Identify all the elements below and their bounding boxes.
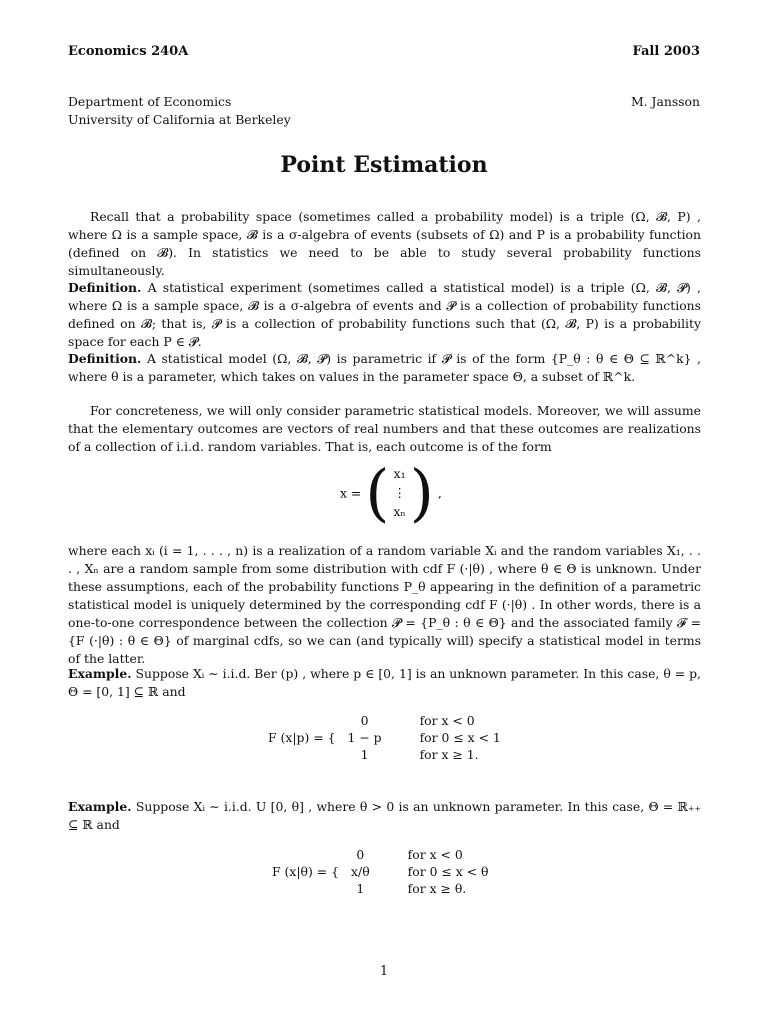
right-paren: ) — [409, 456, 434, 529]
cdf-value: 1 — [356, 881, 365, 896]
outcome-vector — [340, 456, 442, 529]
course-name: Economics 240A — [68, 44, 189, 59]
cdf-value: x/θ — [351, 864, 370, 879]
random-sample-paragraph: where each xᵢ (i = 1, . . . , n) is a realization of a random variable Xᵢ and the random variables X₁, . . . , Xₙ are a random sample from some distribution with cdf F (·|θ) , where θ ∈ Θ is unknown. Under these assumptions, each of the probability functions P_θ appearing in the definition of a parametric statistical model is uniquely determined by the corresponding cdf F (·|θ) . In other words, there is a one-to-one correspondence between the collection 𝓟 = {P_θ : θ ∈ Θ} and the associated family 𝓕 = {F (·|θ) : θ ∈ Θ} of marginal cdfs, so we can (and typically will) specify a statistical model in terms of the latter. — [68, 543, 701, 666]
concreteness-paragraph: For concreteness, we will only consider parametric statistical models. Moreover, we will assume that the elementary outcomes are vectors of real numbers and that these outcomes are realizations of a collection of i.i.d. random variables. That is, each outcome is of the form — [68, 403, 701, 454]
cdf-condition: for x ≥ θ. — [407, 881, 467, 896]
cdf-condition: for x < 0 — [419, 713, 475, 728]
vector-lhs: x = — [340, 485, 362, 501]
example-text: Suppose Xᵢ ∼ i.i.d. U [0, θ] , where θ > 0 is an unknown parameter. In this case, Θ = ℝ₊₊ ⊆ ℝ and — [68, 799, 701, 832]
example-label: Example. — [68, 799, 132, 814]
vector-trail: , — [437, 485, 442, 501]
cdf-lhs: F (x|p) = — [268, 730, 324, 745]
term: Fall 2003 — [632, 44, 700, 59]
cdf-condition: for 0 ≤ x < θ — [407, 864, 489, 879]
cdf-value: 0 — [360, 713, 369, 728]
cdf-lhs: F (x|θ) = — [272, 864, 328, 879]
definition-text: A statistical model (Ω, 𝓑, 𝓟) is parametric if 𝓟 is of the form {P_θ : θ ∈ Θ ⊆ ℝ^k} , where θ is a parameter, which takes on values in the parameter space Θ, a subset of ℝ^k. — [68, 351, 701, 384]
university: University of California at Berkeley — [68, 112, 291, 127]
intro-paragraph: Recall that a probability space (sometimes called a probability model) is a triple (Ω, 𝓑, P) , where Ω is a sample space, 𝓑 is a σ-algebra of events (subsets of Ω) and P is a probability function (defined on 𝓑). In statistics we need to be able to study several probability functions simultaneously. — [68, 209, 701, 278]
example-label: Example. — [68, 666, 132, 681]
cdf-bernoulli — [268, 712, 509, 763]
definition-parametric — [68, 350, 701, 386]
cdf-condition: for x ≥ 1. — [419, 747, 479, 762]
example-uniform — [68, 798, 701, 834]
definition-text: A statistical experiment (sometimes called a statistical model) is a triple (Ω, 𝓑, 𝓟) , where Ω is a sample space, 𝓑 is a σ-algebra of events and 𝓟 is a collection of probability functions defined on 𝓑; that is, 𝓟 is a collection of probability functions such that (Ω, 𝓑, P) is a probability space for each P ∈ 𝓟. — [68, 280, 701, 349]
definition-statistical-experiment — [68, 279, 701, 351]
left-brace: { — [327, 730, 336, 745]
cdf-value: 1 − p — [347, 730, 382, 745]
page-title: Point Estimation — [280, 152, 488, 178]
left-brace: { — [331, 864, 340, 879]
vector-entries — [393, 464, 405, 522]
cdf-uniform — [272, 846, 496, 897]
cdf-condition: for 0 ≤ x < 1 — [419, 730, 501, 745]
left-paren: ( — [365, 456, 390, 529]
vector-dots: ⋮ — [393, 485, 406, 500]
cdf-value: 0 — [356, 847, 365, 862]
page-number: 1 — [379, 964, 389, 979]
department: Department of Economics — [68, 94, 232, 109]
example-bernoulli — [68, 665, 701, 701]
vector-last: xₙ — [393, 504, 406, 519]
cdf-condition: for x < 0 — [407, 847, 463, 862]
author: M. Jansson — [630, 94, 700, 109]
vector-first: x₁ — [393, 466, 406, 481]
definition-label: Definition. — [68, 280, 142, 295]
example-text: Suppose Xᵢ ∼ i.i.d. Ber (p) , where p ∈ [0, 1] is an unknown parameter. In this case, θ = p, Θ = [0, 1] ⊆ ℝ and — [68, 666, 701, 699]
cdf-value: 1 — [360, 747, 369, 762]
definition-label: Definition. — [68, 351, 142, 366]
